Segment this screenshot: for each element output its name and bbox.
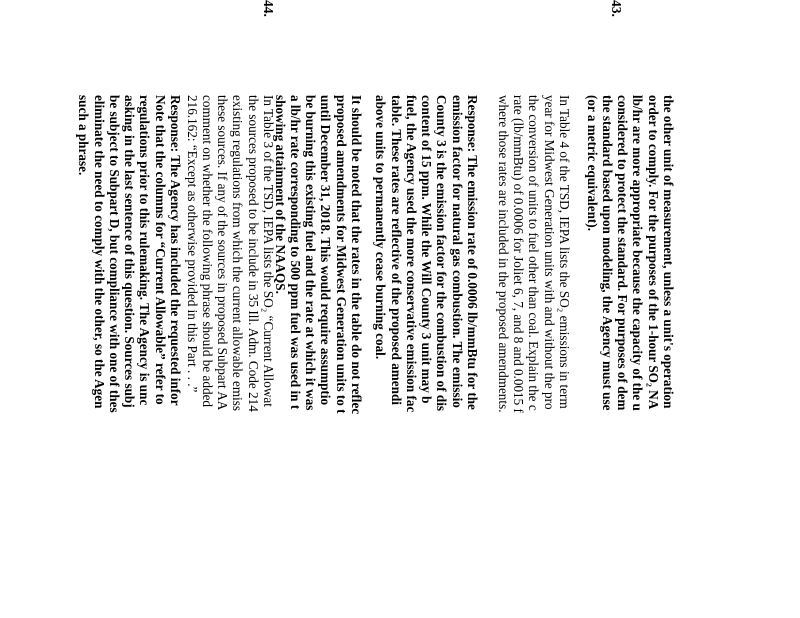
text-line: In Table 4 of the TSD, IEPA lists the SO₂ emissions in term [557, 95, 572, 409]
text-line: In Table 3 of the TSD, IEPA lists the SO₂ “Current Allowat [261, 95, 276, 407]
text-line: the sources proposed to be include in 35 Ill. Adm. Code 214 [245, 95, 261, 412]
text-line: fuel, the Agency used the more conservative emission fac [403, 95, 419, 413]
text-line: comment on whether the following phrase should be added [199, 95, 215, 408]
text-line: such a phrase. [76, 95, 92, 176]
text-line: proposed amendments for Midwest Generation units to t [333, 95, 349, 414]
text-line: existing regulations from which the current allowable emiss [230, 95, 246, 412]
text-line: be burning this existing fuel and the rate at which it was [303, 95, 319, 411]
text-line: until December 31, 2018. This would require assumptio [318, 95, 334, 406]
text-line: year for Midwest Generation units with and without the pro [541, 95, 557, 410]
text-line: Response: The Agency has included the requested infor [168, 95, 183, 406]
text-line: above units to permanently cease burning coal. [373, 95, 389, 360]
intro-paragraph [584, 95, 676, 618]
text-line: lb/hr are more appropriate because the capacity of the u [630, 95, 646, 411]
text-line: the standard based upon modeling, the Agency must use [599, 95, 615, 411]
text-line: It should be noted that the rates in the table do not reflec [349, 95, 364, 415]
text-line: showing attainment of the NAAQS. [272, 95, 288, 294]
question-paragraph [184, 95, 276, 618]
text-line: where those rates are included in the proposed amendments. [495, 95, 511, 413]
text-line: (or a metric equivalent). [584, 95, 600, 231]
text-line: content of 15 ppm. While the Will County 3 unit may b [419, 95, 435, 404]
text-line: be subject to Subpart D, but compliance with one of thes [106, 95, 122, 413]
note-paragraph [272, 95, 364, 618]
text-line: emission factor for natural gas combustion. The emissio [449, 95, 465, 408]
response-paragraph [76, 95, 183, 618]
text-line: eliminate the need to comply with the other, so the Agen [91, 95, 107, 409]
text-line: these sources. If any of the sources in proposed Subpart AA [215, 95, 231, 411]
text-line: asking in the last sentence of this question. Sources subj [122, 95, 138, 408]
text-line: Note that the columns for “Current Allowable” refer to [152, 95, 168, 405]
text-line: table. These rates are reflective of the proposed amendi [388, 95, 404, 405]
item-number: 44. [261, 0, 276, 17]
text-line: order to comply. For the purposes of the 1-hour SO₂ NA [645, 95, 661, 410]
rotated-document [76, 0, 718, 618]
text-line: the other unit of measurement, unless a unit's operation [661, 95, 676, 409]
text-line: Response: The emission rate of 0.0006 lb/mmBtu for the [465, 95, 480, 410]
text-line: the conversion of units to fuel other than coal. Explain the c [526, 95, 542, 411]
text-line: County 3 is the emission factor for the combustion of dis [434, 95, 450, 412]
text-line: regulations prior to this rulemaking. The Agency is unc [137, 95, 153, 406]
text-line: rate (lb/mmBtu) of 0.0006 for Joliet 6, 7, and 8 and 0.0015 f [511, 95, 527, 413]
text-line: 216.162: “Except as otherwise provided in this Part . . .” [184, 95, 200, 393]
response-paragraph [373, 95, 480, 618]
text-line: a lb/hr rate corresponding to 500 ppm fuel was used in t [287, 95, 303, 410]
text-line: considered to protect the standard. For purposes of dem [615, 95, 631, 411]
item-number: 43. [609, 0, 624, 17]
question-paragraph [496, 95, 572, 618]
